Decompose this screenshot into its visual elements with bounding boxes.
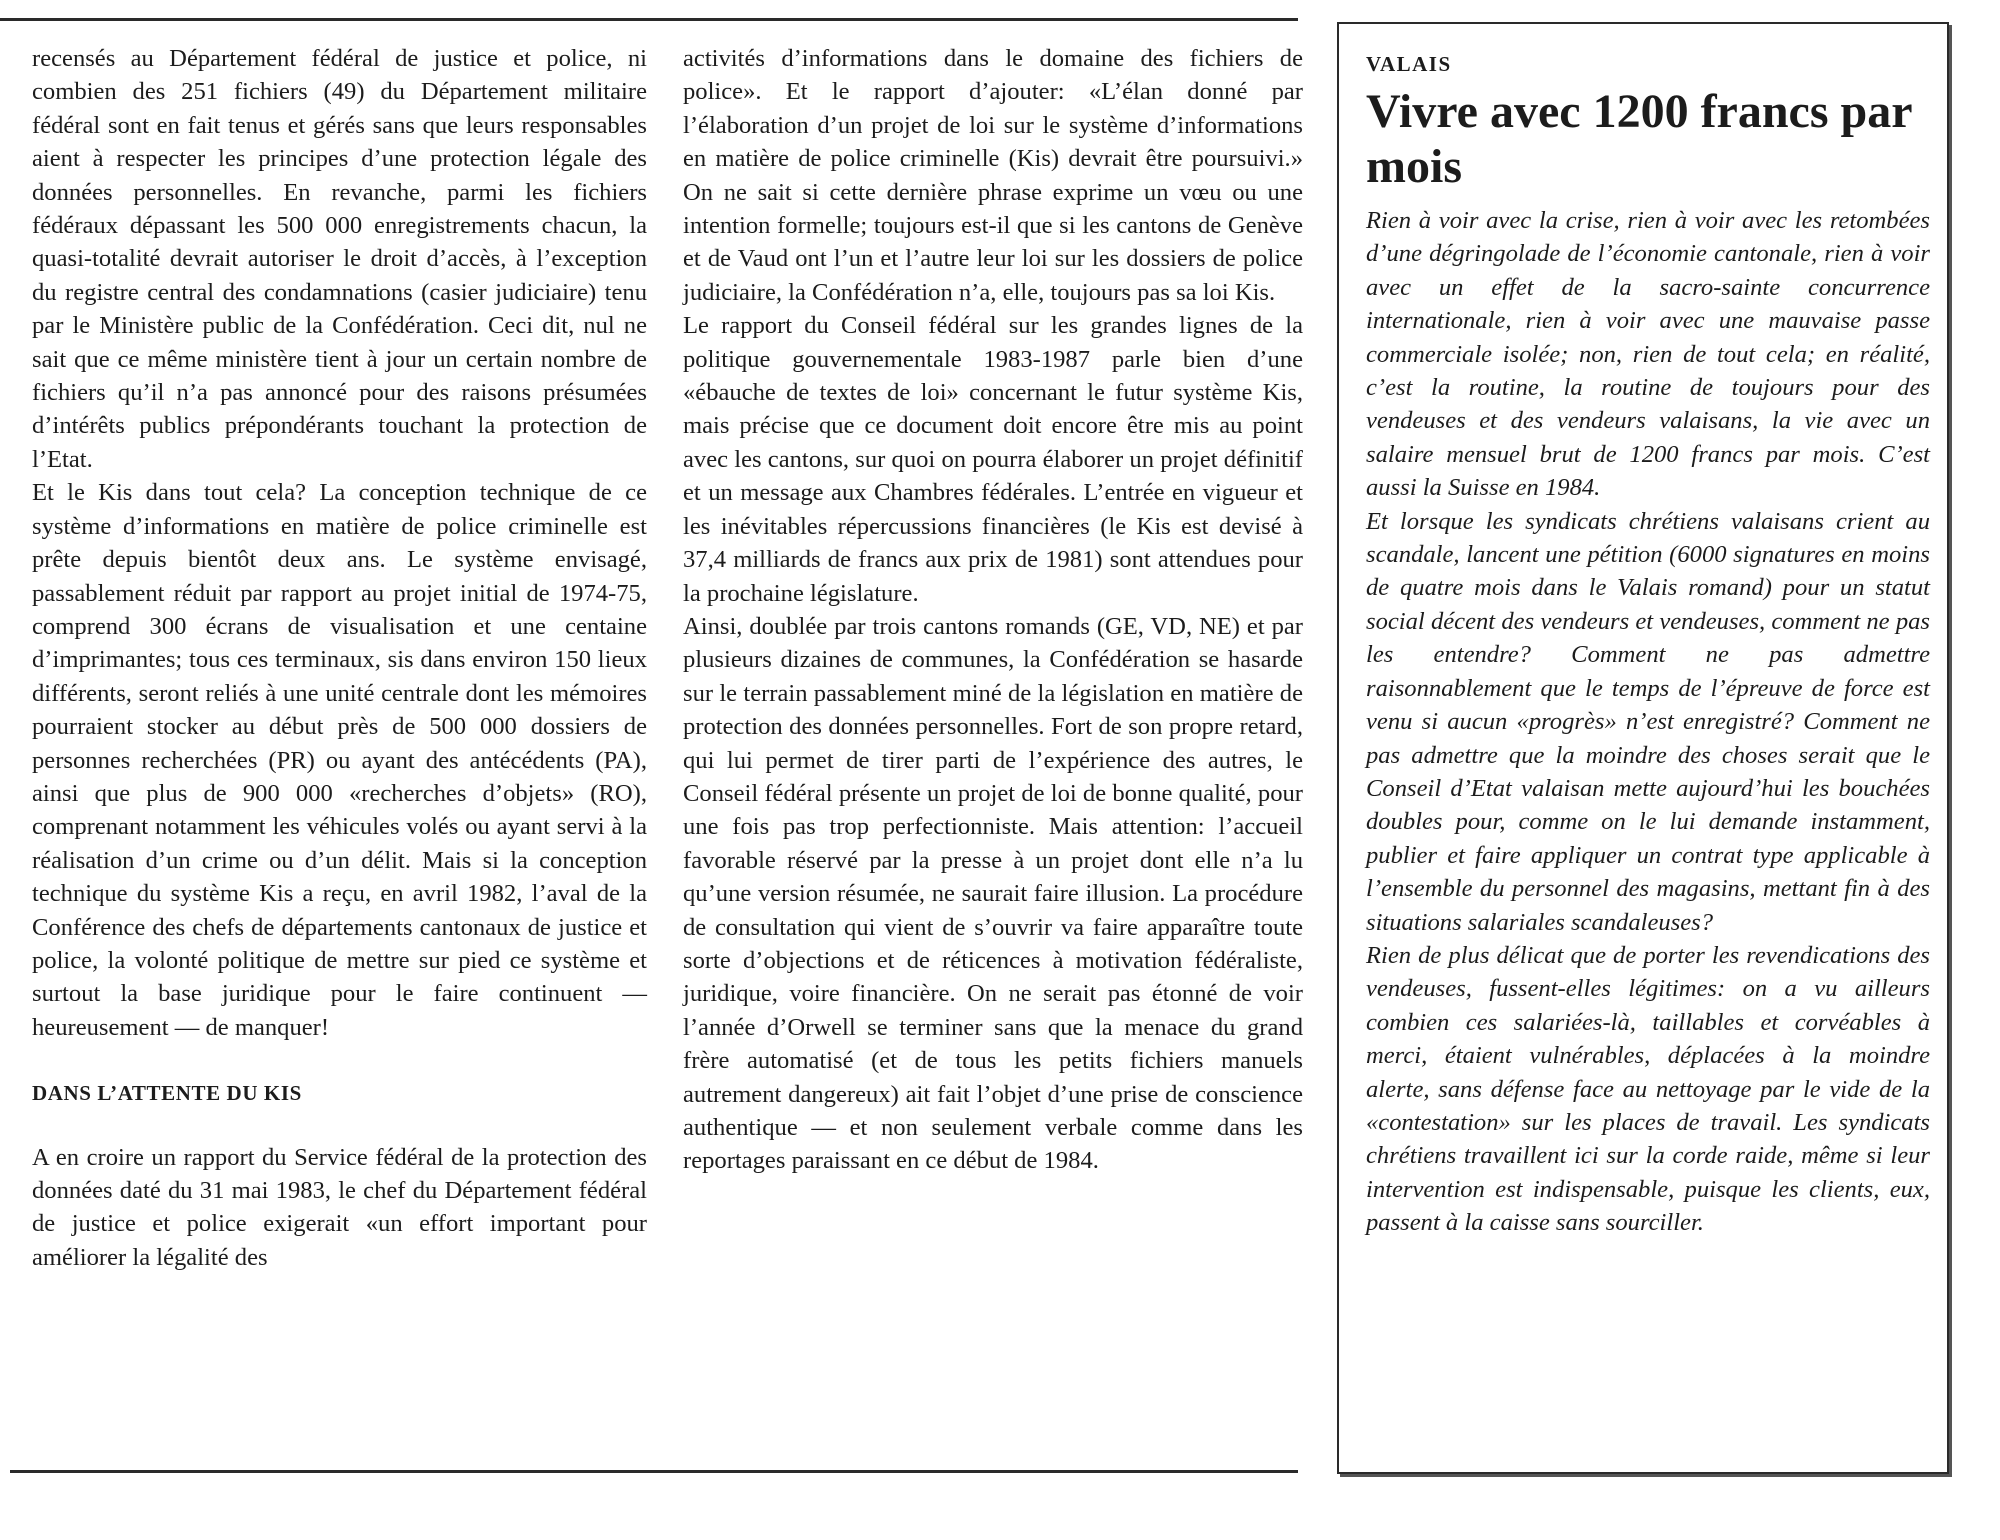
article-paragraph: Et le Kis dans tout cela? La conception technique de ce système d’informations en matière de police criminelle est prête depuis bientôt deux ans. Le système envisagé, passablement réduit par rapport au projet initial de 1974-75, comprend 300 écrans de visualisation et une centaine d’imprimantes; tous ces terminaux, sis dans environ 150 lieux différents, seront reliés à une unité centrale dont les mémoires pourraient stocker au début près de 500 000 dossiers de personnes recherchées (PR) ou ayant des antécédents (PA), ainsi que plus de 900 000 «recherches d’objets» (RO), comprenant notamment les véhicules volés ou ayant servi à la réalisation d’un crime ou d’un délit. Mais si la conception technique du système Kis a reçu, en avril 1982, l’aval de la Conférence des chefs de départements cantonaux de justice et police, la volonté politique de mettre sur pied ce système et surtout la base juridique pour le faire continuent — heureusement — de manquer!	[32, 479, 647, 1041]
article-paragraph: A en croire un rapport du Service fédéral de la protection des données daté du 31 mai 1983, le chef du Département fédéral de justice et police exigerait «un effort important pour améliorer la légalité des	[32, 1143, 647, 1271]
article-paragraph: Le rapport du Conseil fédéral sur les grandes lignes de la politique gouvernementale 1983-1987 parle bien d’une «ébauche de textes de loi» concernant le futur système Kis, mais précise que ce document doit encore être mis au point avec les cantons, sur quoi on pourra élaborer un projet définitif et un message aux Chambres fédérales. L’entrée en vigueur et les inévitables répercussions financières (le Kis est devisé à 37,4 milliards de francs aux prix de 1981) sont attendues pour la prochaine législature.	[683, 312, 1303, 607]
article-column-2	[683, 42, 1303, 1178]
sidebar-box	[1337, 22, 1949, 1474]
article-paragraph: recensés au Département fédéral de justice et police, ni combien des 251 fichiers (49) du Département militaire fédéral sont en fait tenus et gérés sans que leurs responsables aient à respecter les principes d’une protection légale des données personnelles. En revanche, parmi les fichiers fédéraux dépassant les 500 000 enregistrements chacun, la quasi-totalité devrait autoriser le droit d’accès, à l’exception du registre central des condamnations (casier judiciaire) tenu par le Ministère public de la Confédération. Ceci dit, nul ne sait que ce même ministère tient à jour un certain nombre de fichiers qu’il n’a pas annoncé pour des raisons présumées d’intérêts publics prépondérants touchant la protection de l’Etat.	[32, 45, 647, 473]
bottom-rule	[10, 1470, 1298, 1473]
article-paragraph: activités d’informations dans le domaine des fichiers de police». Et le rapport d’ajouter: «L’élan donné par l’élaboration d’un projet de loi sur le système d’informations en matière de police criminelle (Kis) devrait être poursuivi.» On ne sait si cette dernière phrase exprime un vœu ou une intention formelle; toujours est-il que si les cantons de Genève et de Vaud ont l’un et l’autre leur loi sur les dossiers de police judiciaire, la Confédération n’a, elle, toujours pas sa loi Kis.	[683, 45, 1303, 306]
sidebar-paragraph: Rien de plus délicat que de porter les revendications des vendeuses, fussent-elles légitimes: on a vu ailleurs combien ces salariées-là, taillables et corvéables à merci, étaient vulnérables, déplacées à la moindre alerte, sans défense face au nettoyage par le vide de la «contestation» sur les places de travail. Les syndicats chrétiens travaillent ici sur la corde raide, même si leur intervention est indispensable, puisque les clients, eux, passent à la caisse sans sourciller.	[1366, 941, 1930, 1237]
sidebar-content	[1366, 50, 1930, 1240]
top-rule	[0, 18, 1298, 21]
sidebar-kicker: VALAIS	[1366, 52, 1452, 76]
sidebar-body	[1366, 204, 1930, 1240]
article-column-1	[32, 42, 647, 1274]
sidebar-headline: Vivre avec 1200 francs par mois	[1366, 85, 1912, 193]
article-paragraph: Ainsi, doublée par trois cantons romands (GE, VD, NE) et par plusieurs dizaines de communes, la Confédération se hasarde sur le terrain passablement miné de la législation en matière de protection des données personnelles. Fort de son propre retard, qui lui permet de tirer parti de l’expérience des autres, le Conseil fédéral présente un projet de loi de bonne qualité, pour une fois pas trop perfectionniste. Mais attention: l’accueil favorable réservé par la presse à un projet dont elle n’a lu qu’une version résumée, ne saurait faire illusion. La procédure de consultation qui vient de s’ouvrir va faire apparaître toute sorte d’objections et de réticences à motivation fédéraliste, juridique, voire financière. On ne serait pas étonné de voir l’année d’Orwell se terminer sans que la menace du grand frère automatisé (et de tous les petits fichiers manuels autrement dangereux) ait fait l’objet d’une prise de conscience authentique — et non seulement verbale comme dans les reportages paraissant en ce début de 1984.	[683, 612, 1303, 1175]
sidebar-paragraph: Rien à voir avec la crise, rien à voir avec les retombées d’une dégringolade de l’économie cantonale, rien à voir avec un effet de la sacro-sainte concurrence internationale, rien à voir avec une mauvaise passe commerciale isolée; non, rien de tout cela; en réalité, c’est la routine, la routine de toujours pour des vendeuses et des vendeurs valaisans, la vie avec un salaire mensuel brut de 1200 francs par mois. C’est aussi la Suisse en 1984.	[1366, 207, 1930, 502]
section-subheading: DANS L’ATTENTE DU KIS	[32, 1081, 302, 1106]
sidebar-paragraph: Et lorsque les syndicats chrétiens valaisans crient au scandale, lancent une pétition (6000 signatures en moins de quatre mois dans le Valais romand) pour un statut social décent des vendeurs et vendeuses, comment ne pas les entendre? Comment ne pas admettre raisonnablement que le temps de l’épreuve de force est venu si aucun «progrès» n’est enregistré? Comment ne pas admettre que la moindre des choses serait que le Conseil d’Etat valaisan mette aujourd’hui les bouchées doubles pour, comme on le lui demande instamment, publier et faire appliquer un contrat type applicable à l’ensemble du personnel des magasins, mettant fin à des situations salariales scandaleuses?	[1366, 507, 1930, 936]
